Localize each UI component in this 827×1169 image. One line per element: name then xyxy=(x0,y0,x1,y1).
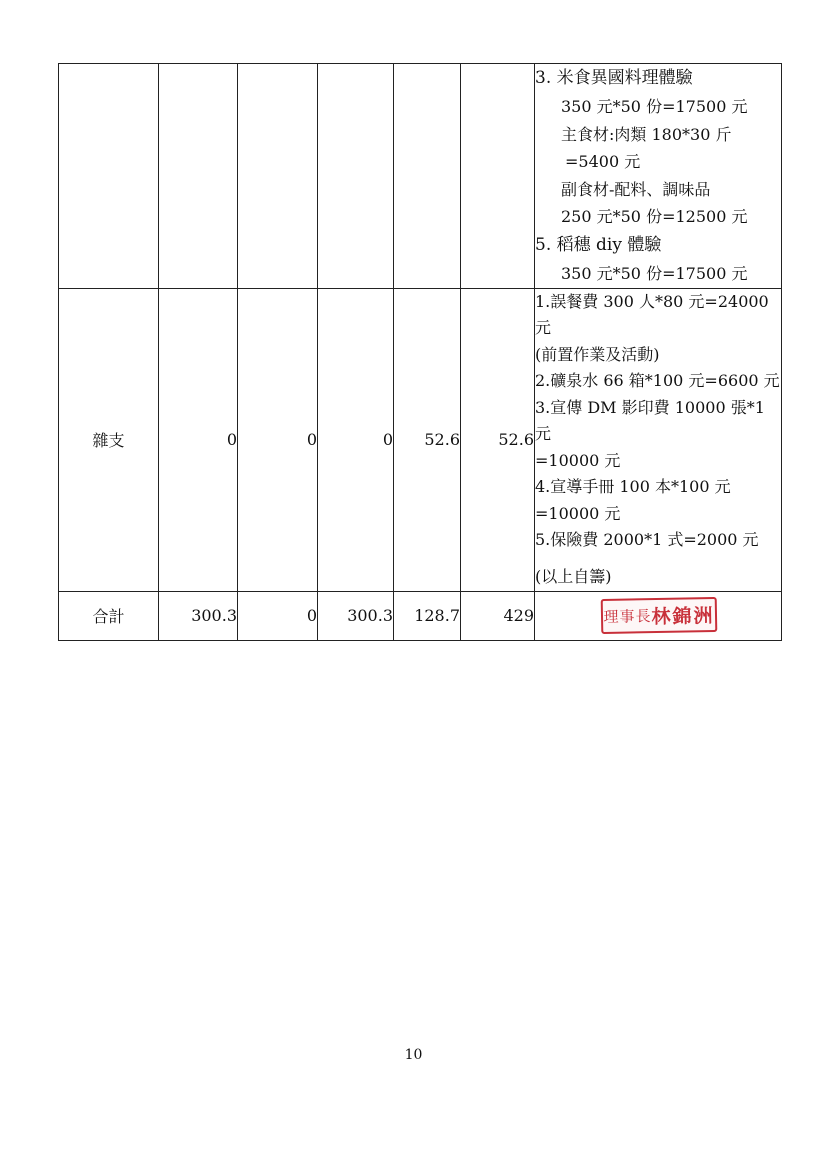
value-cell: 52.6 xyxy=(461,288,535,591)
category-cell: 雜支 xyxy=(59,288,159,591)
note-line: 1.誤餐費 300 人*80 元=24000 元 xyxy=(535,291,769,338)
note-spacer xyxy=(535,554,781,564)
note-line: 5. 稻穗 diy 體驗 xyxy=(535,234,662,255)
note-line: 2.礦泉水 66 箱*100 元=6600 元 xyxy=(535,371,780,391)
note-line: 5.保險費 2000*1 式=2000 元 xyxy=(535,530,759,550)
note-line: (以上自籌) xyxy=(535,567,612,587)
note-line: 350 元*50 份=17500 元 xyxy=(561,97,748,117)
note-line: 主食材:肉類 180*30 斤 xyxy=(561,124,732,144)
table-row xyxy=(59,64,782,289)
note-line: =10000 元 xyxy=(535,503,621,523)
value-cell: 0 xyxy=(159,288,238,591)
value-cell: 128.7 xyxy=(394,591,461,640)
value-cell xyxy=(461,64,535,289)
chairman-seal-stamp xyxy=(601,597,718,634)
table-row xyxy=(59,591,782,640)
category-cell: 合計 xyxy=(59,591,159,640)
stamp-name: 林錦洲 xyxy=(651,604,715,628)
note-line: 副食材-配料、調味品 xyxy=(561,179,711,199)
value-cell xyxy=(318,64,394,289)
note-line: 3.宣傳 DM 影印費 10000 張*1 元 xyxy=(535,397,765,444)
stamp-title: 理事長 xyxy=(603,606,652,626)
budget-table xyxy=(58,63,782,641)
category-cell xyxy=(59,64,159,289)
value-cell xyxy=(159,64,238,289)
value-cell: 429 xyxy=(461,591,535,640)
page-number: 10 xyxy=(404,1047,423,1063)
note-line: 3. 米食異國料理體驗 xyxy=(535,68,693,88)
value-cell: 300.3 xyxy=(159,591,238,640)
value-cell: 52.6 xyxy=(394,288,461,591)
value-cell: 300.3 xyxy=(318,591,394,640)
value-cell: 0 xyxy=(238,288,318,591)
note-line: 350 元*50 份=17500 元 xyxy=(561,264,748,284)
notes-cell xyxy=(535,288,782,591)
value-cell xyxy=(238,64,318,289)
note-line: (前置作業及活動) xyxy=(535,344,660,364)
note-line: =5400 元 xyxy=(565,152,641,172)
notes-cell xyxy=(535,64,782,289)
value-cell: 0 xyxy=(238,591,318,640)
value-cell xyxy=(394,64,461,289)
table-row xyxy=(59,288,782,591)
note-line: 4.宣導手冊 100 本*100 元 xyxy=(535,477,731,497)
note-line: 250 元*50 份=12500 元 xyxy=(561,207,748,227)
note-line: =10000 元 xyxy=(535,450,621,470)
stamp-cell xyxy=(535,591,782,640)
value-cell: 0 xyxy=(318,288,394,591)
